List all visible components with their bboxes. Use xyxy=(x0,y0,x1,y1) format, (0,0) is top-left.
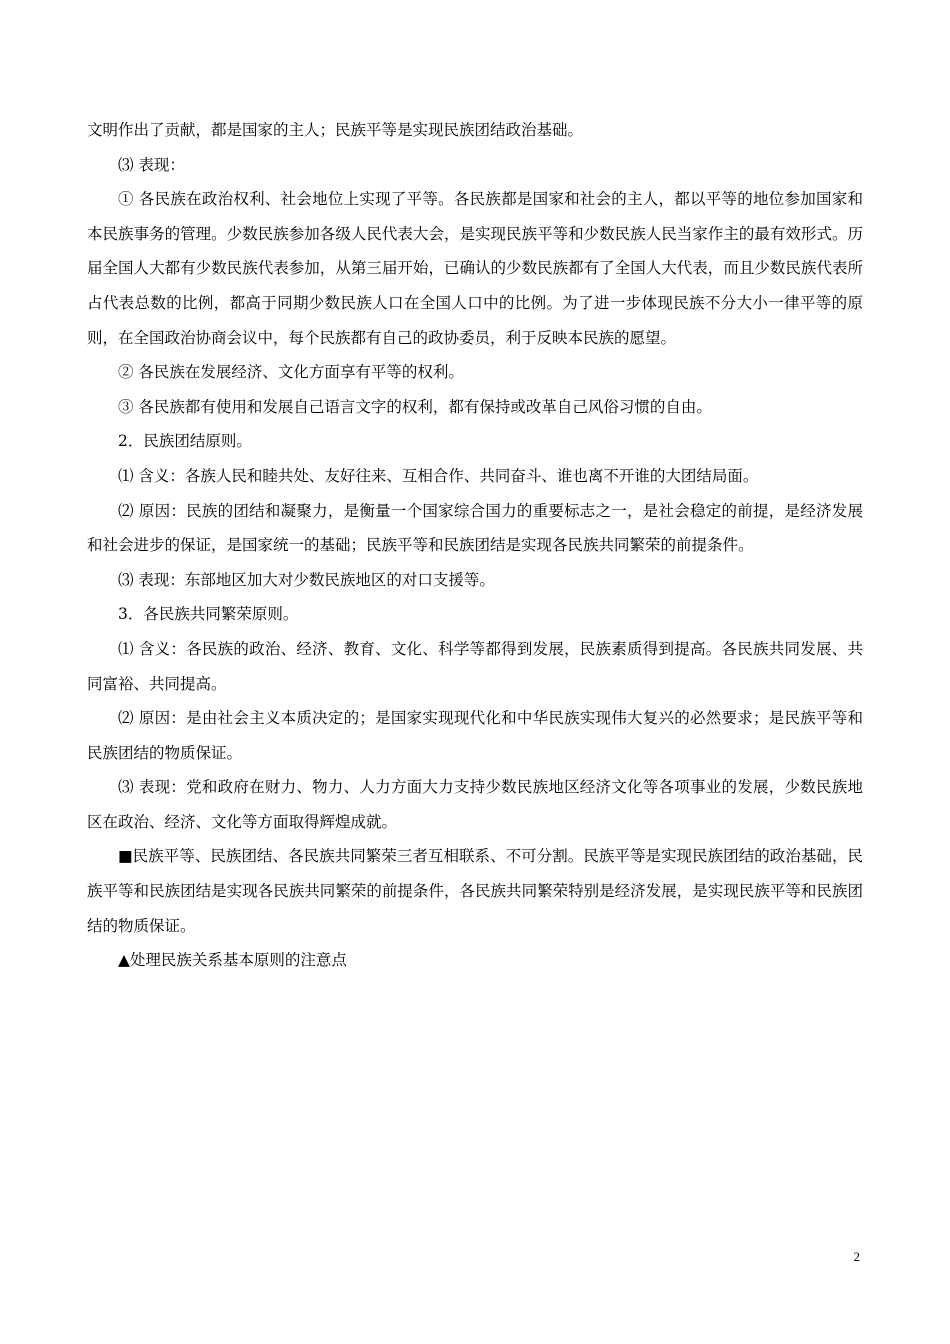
page-number: 2 xyxy=(853,1249,860,1264)
paragraph-summary: ■民族平等、民族团结、各民族共同繁荣三者互相联系、不可分割。民族平等是实现民族团结的政治基础，民族平等和民族团结是实现各民族共同繁荣的前提条件，各民族共同繁荣特别是经济发展，是实现民族平等和民族团结的物质保证。 xyxy=(87,847,863,935)
paragraph-language-rights: ③ 各民族都有使用和发展自己语言文字的权利，都有保持或改革自己风俗习惯的自由。 xyxy=(118,397,712,416)
paragraph-prosperity-reason: ⑵ 原因：是由社会主义本质决定的；是国家实现现代化和中华民族实现伟大复兴的必然要求；是民族平等和民族团结的物质保证。 xyxy=(87,709,863,762)
document-body xyxy=(87,113,863,978)
section-heading-prosperity: 3．各民族共同繁荣原则。 xyxy=(118,605,299,624)
paragraph-economic-equality: ② 各民族在发展经济、文化方面享有平等的权利。 xyxy=(118,363,464,382)
paragraph-prosperity-performance: ⑶ 表现：党和政府在财力、物力、人力方面大力支持少数民族地区经济文化等各项事业的发展，少数民族地区在政治、经济、文化等方面取得辉煌成就。 xyxy=(87,778,863,831)
paragraph-unity-meaning: ⑴ 含义：各族人民和睦共处、友好往来、互相合作、共同奋斗、谁也离不开谁的大团结局面。 xyxy=(118,466,759,485)
paragraph-prosperity-meaning: ⑴ 含义：各民族的政治、经济、教育、文化、科学等都得到发展，民族素质得到提高。各民族共同发展、共同富裕、共同提高。 xyxy=(87,639,863,693)
section-heading-unity: 2．民族团结原则。 xyxy=(118,432,252,451)
subheading-performance: ⑶ 表现： xyxy=(118,155,185,174)
paragraph-unity-reason: ⑵ 原因：民族的团结和凝聚力，是衡量一个国家综合国力的重要标志之一，是社会稳定的前提，是经济发展和社会进步的保证，是国家统一的基础；民族平等和民族团结是实现各民族共同繁荣的前提条件。 xyxy=(87,501,863,555)
paragraph-continuation: 文明作出了贡献，都是国家的主人；民族平等是实现民族团结政治基础。 xyxy=(87,121,584,139)
paragraph-unity-performance: ⑶ 表现：东部地区加大对少数民族地区的对口支援等。 xyxy=(118,570,495,589)
paragraph-political-equality: ① 各民族在政治权利、社会地位上实现了平等。各民族都是国家和社会的主人，都以平等的地位参加国家和本民族事务的管理。少数民族参加各级人民代表大会，是实现民族平等和少数民族人民当家作主的最有效形式。历届全国人大都有少数民族代表参加，从第三届开始，已确认的少数民族都有了全国人大代表，而且少数民族代表所占代表总数的比例，都高于同期少数民族人口在全国人口中的比例。为了进一步体现民族不分大小一律平等的原则，在全国政治协商会议中，每个民族都有自己的政协委员，利于反映本民族的愿望。 xyxy=(87,190,863,347)
paragraph-note-heading: ▲处理民族关系基本原则的注意点 xyxy=(118,951,347,970)
